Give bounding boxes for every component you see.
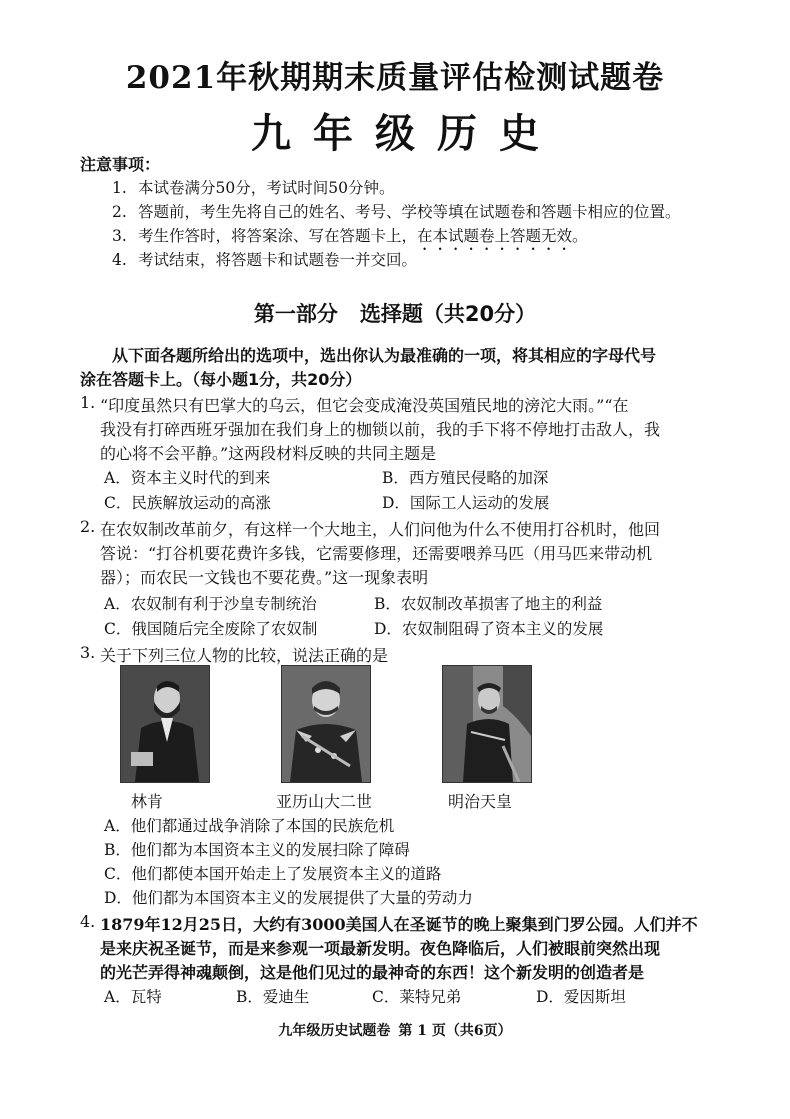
notice-item (112, 200, 681, 222)
question-line: 关于下列三位人物的比较，说法正确的是 (100, 646, 389, 665)
option-b: B．他们都为本国资本主义的发展扫除了障碍 (104, 841, 410, 859)
notice-num: 2. (112, 203, 127, 221)
option-b: B．爱迪生 (236, 988, 310, 1006)
question-number: 2. (80, 517, 96, 536)
notice-text: 考试结束，将答题卡和试题卷一并交回。 (138, 251, 418, 269)
section-instruction-line1: 从下面各题所给出的选项中，选出你认为最准确的一项，将其相应的字母代号 (112, 346, 657, 365)
question-line: “印度虽然只有巴掌大的乌云，但它会变成淹没英国殖民地的滂沱大雨。”“在 (100, 396, 629, 415)
option-d: D．他们都为本国资本主义的发展提供了大量的劳动力 (104, 889, 473, 907)
section-name: 选择题（共20分） (359, 302, 537, 326)
option-b: B．农奴制改革损害了地主的利益 (374, 595, 603, 613)
caption-meiji-emperor: 明治天皇 (448, 792, 513, 811)
notice-num: 4. (112, 251, 127, 269)
portrait-alexander-ii-image (282, 666, 370, 782)
notice-text: 考生作答时，将答案涂、写在答题卡上， (138, 227, 418, 245)
section-instruction-line2: 涂在答题卡上。（每小题1分，共20分） (80, 370, 362, 389)
option-a: A．农奴制有利于沙皇专制统治 (104, 595, 317, 613)
caption-alexander-ii: 亚历山大二世 (276, 792, 373, 811)
option-c: C．民族解放运动的高涨 (104, 494, 271, 512)
option-c: C．莱特兄弟 (372, 988, 462, 1006)
question-number: 4. (80, 912, 96, 931)
question-number: 3. (80, 643, 96, 662)
portrait-alexander-ii (281, 665, 371, 783)
page-footer (0, 1020, 790, 1040)
question-line: 答说：“打谷机要花费许多钱，它需要修理，还需要喂养马匹（用马匹来带动机 (100, 544, 653, 563)
question-line: 是来庆祝圣诞节，而是来参观一项最新发明。夜色降临后，人们被眼前突然出现 (100, 939, 661, 958)
option-d: D．国际工人运动的发展 (382, 494, 550, 512)
caption-lincoln: 林肯 (131, 792, 164, 811)
option-c: C．他们都使本国开始走上了发展资本主义的道路 (104, 865, 442, 883)
question-line: 的心将不会平静。”这两段材料反映的共同主题是 (100, 444, 437, 463)
notice-text: 本试卷满分50分，考试时间50分钟。 (138, 179, 395, 197)
option-c: C．俄国随后完全废除了农奴制 (104, 620, 318, 638)
option-a: A．资本主义时代的到来 (104, 469, 271, 487)
notice-tail: 。 (572, 227, 588, 245)
subject-title: 九年级历史 (251, 110, 561, 157)
portrait-meiji-emperor-image (443, 666, 531, 782)
option-b: B．西方殖民侵略的加深 (382, 469, 549, 487)
notice-emphasis: 在本试题卷上答题无效 (417, 227, 573, 245)
footer-title: 九年级历史试题卷 (278, 1023, 391, 1039)
notice-heading: 注意事项： (80, 155, 161, 174)
exam-title: 2021年秋期期末质量评估检测试题卷 (125, 60, 665, 96)
question-line: 的光芒弄得神魂颠倒，这是他们见过的最神奇的东西！这个新发明的创造者是 (100, 963, 645, 982)
option-a: A．瓦特 (104, 988, 162, 1006)
section-part: 第一部分 (253, 302, 338, 326)
notice-item (112, 248, 417, 270)
option-d: D．农奴制阻碍了资本主义的发展 (374, 620, 604, 638)
page-number: 第 1 页（共6页） (398, 1023, 512, 1039)
portrait-lincoln (120, 665, 210, 783)
option-d: D．爱因斯坦 (536, 988, 626, 1006)
question-line: 我没有打碎西班牙强加在我们身上的枷锁以前，我的手下将不停地打击敌人，我 (100, 420, 661, 439)
notice-item (112, 176, 394, 198)
question-number: 1. (80, 393, 96, 412)
question-line: 在农奴制改革前夕，有这样一个大地主，人们问他为什么不使用打谷机时，他回 (100, 520, 661, 539)
question-line: 1879年12月25日，大约有3000美国人在圣诞节的晚上聚集到门罗公园。人们并不 (100, 915, 698, 934)
option-a: A．他们都通过战争消除了本国的民族危机 (104, 817, 395, 835)
notice-num: 3. (112, 227, 127, 245)
question-line: 器）；而农民一文钱也不要花费。”这一现象表明 (100, 568, 429, 587)
notice-num: 1. (112, 179, 127, 197)
portrait-lincoln-image (121, 666, 209, 782)
portrait-meiji-emperor (442, 665, 532, 783)
notice-text: 答题前，考生先将自己的姓名、考号、学校等填在试题卷和答题卡相应的位置。 (138, 203, 681, 221)
section-title (0, 298, 790, 328)
